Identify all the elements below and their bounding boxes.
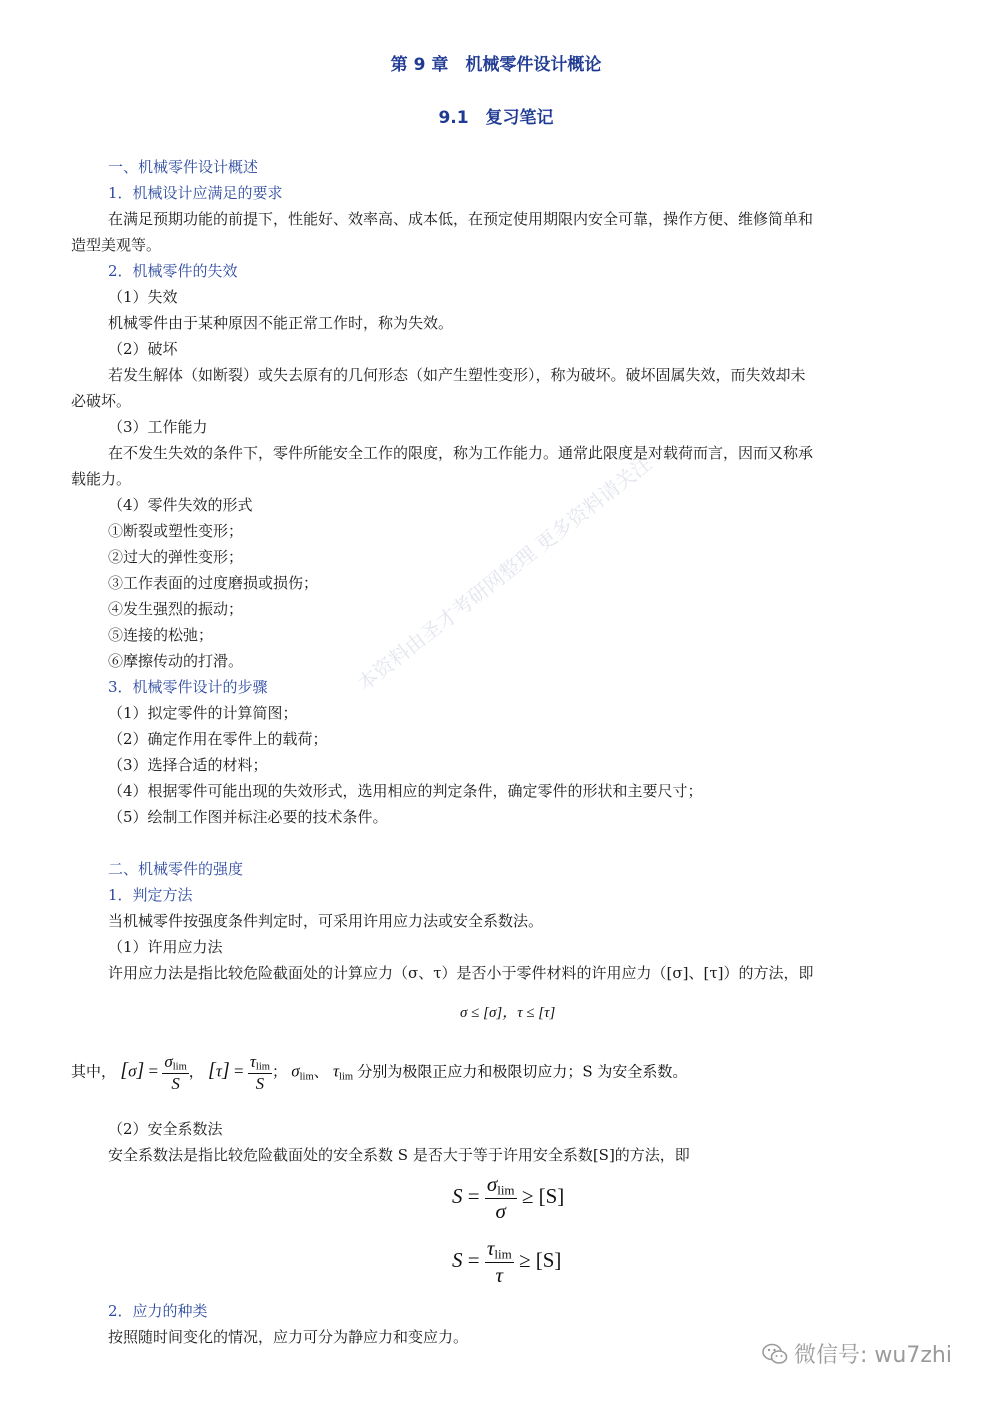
- paragraph-line: 安全系数法是指比较危险截面处的安全系数 S 是否大于等于许用安全系数[S]的方法，即: [108, 1146, 690, 1164]
- where-prefix: 其中，: [71, 1062, 117, 1081]
- chapter-title: 第 9 章 机械零件设计概论: [390, 55, 602, 75]
- paragraph-line: （4）零件失效的形式: [108, 496, 253, 514]
- paragraph-line: ④发生强烈的振动；: [108, 600, 244, 618]
- section-heading: 3．机械零件设计的步骤: [108, 678, 268, 696]
- formula-where-line: 其中， [σ] = $\frac{\sigma_{lim}}{S}$ ， [τ] = $\frac{\tau_{lim}}{S}$ ； $\sigma_{lim}$、 $\tau_{lim}$ 分别为极限正应力和极限切应力；S 为安全系数。: [71, 1052, 688, 1093]
- paragraph-line: （1）拟定零件的计算简图；: [108, 704, 298, 722]
- paragraph-line: （3）选择合适的材料；: [108, 756, 268, 774]
- paragraph-line: 若发生解体（如断裂）或失去原有的几何形态（如产生塑性变形），称为破坏。破坏固属失效，而失效却未: [108, 366, 806, 384]
- section-heading: 二、机械零件的强度: [108, 860, 244, 878]
- paragraph-line: 按照随时间变化的情况，应力可分为静应力和变应力。: [108, 1328, 469, 1346]
- section-heading: 2．机械零件的失效: [108, 262, 238, 280]
- watermark: 本资料由圣才考研网整理 更多资料请关注: [352, 451, 657, 696]
- paragraph-line: 载能力。: [71, 470, 132, 488]
- fraction-sigma-lim: $\frac{\sigma_{lim}}{S}$: [164, 1052, 187, 1093]
- wechat-watermark: [762, 1338, 952, 1369]
- wechat-label: 微信号: wu7zhi: [794, 1343, 952, 1368]
- section-heading: 2．应力的种类: [108, 1302, 208, 1320]
- paragraph-line: ⑥摩擦传动的打滑。: [108, 652, 244, 670]
- formula-safety-sigma: S = $\frac{\sigma_{lim}}{\sigma}$ ≥ [S]: [452, 1172, 565, 1224]
- section-heading: 1．判定方法: [108, 886, 193, 904]
- formula-safety-tau: S = $\frac{\tau_{lim}}{\tau}$ ≥ [S]: [452, 1236, 562, 1288]
- paragraph-line: （2）破坏: [108, 340, 178, 358]
- formula-allowable-stress: σ ≤ [σ]，τ ≤ [τ]: [460, 1005, 556, 1021]
- paragraph-line: （5）绘制工作图并标注必要的技术条件。: [108, 808, 388, 826]
- paragraph-line: （4）根据零件可能出现的失效形式，选用相应的判定条件，确定零件的形状和主要尺寸；: [108, 782, 703, 800]
- paragraph-line: 在满足预期功能的前提下，性能好、效率高、成本低，在预定使用期限内安全可靠，操作方便、维修简单和: [108, 210, 814, 228]
- where-suffix: 分别为极限正应力和极限切应力；S 为安全系数。: [357, 1062, 688, 1081]
- paragraph-line: 机械零件由于某种原因不能正常工作时，称为失效。: [108, 314, 454, 332]
- paragraph-line: 当机械零件按强度条件判定时，可采用许用应力法或安全系数法。: [108, 912, 544, 930]
- paragraph-line: ⑤连接的松弛；: [108, 626, 214, 644]
- paragraph-line: （1）许用应力法: [108, 938, 223, 956]
- wechat-icon: [762, 1343, 788, 1365]
- paragraph-line: （2）安全系数法: [108, 1120, 223, 1138]
- section-heading: 1．机械设计应满足的要求: [108, 184, 283, 202]
- paragraph-line: 造型美观等。: [71, 236, 162, 254]
- paragraph-line: 必破坏。: [71, 392, 132, 410]
- paragraph-line: 许用应力法是指比较危险截面处的计算应力（σ、τ）是否小于零件材料的许用应力（[σ]、[τ]）的方法，即: [108, 964, 814, 982]
- paragraph-line: ①断裂或塑性变形；: [108, 522, 244, 540]
- section-heading: 一、机械零件设计概述: [108, 158, 259, 176]
- fraction-tau-lim: $\frac{\tau_{lim}}{S}$: [249, 1052, 270, 1093]
- paragraph-line: ③工作表面的过度磨损或损伤；: [108, 574, 319, 592]
- paragraph-line: ②过大的弹性变形；: [108, 548, 244, 566]
- paragraph-line: （1）失效: [108, 288, 178, 306]
- paragraph-line: 在不发生失效的条件下，零件所能安全工作的限度，称为工作能力。通常此限度是对载荷而言，因而又称承: [108, 444, 814, 462]
- section-title: 9.1 复习笔记: [438, 108, 554, 128]
- paragraph-line: （2）确定作用在零件上的载荷；: [108, 730, 328, 748]
- paragraph-line: （3）工作能力: [108, 418, 208, 436]
